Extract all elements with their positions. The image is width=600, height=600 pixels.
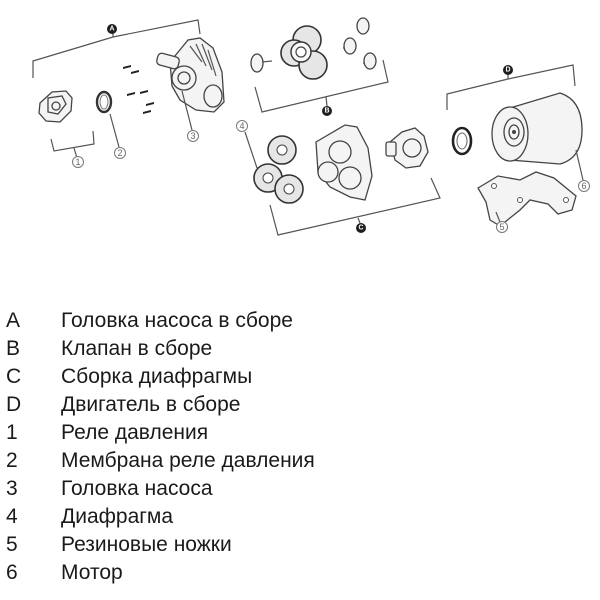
callout-3	[188, 131, 199, 142]
bearing-part	[453, 128, 471, 154]
legend-label: Диафрагма	[61, 505, 174, 528]
pressure-switch-part	[39, 91, 94, 158]
group-b-badge: B	[324, 107, 330, 115]
legend-key: C	[6, 365, 22, 388]
svg-text:3: 3	[190, 131, 196, 141]
legend-key: B	[6, 337, 21, 360]
legend-key: 3	[6, 477, 18, 500]
legend-key: 4	[6, 505, 18, 528]
legend-item	[6, 419, 566, 447]
legend-item	[6, 503, 566, 531]
exploded-pump-diagram	[0, 0, 600, 290]
rubber-feet-part	[478, 172, 576, 226]
callout-6	[579, 181, 590, 192]
legend-label: Мотор	[61, 561, 123, 584]
svg-text:6: 6	[581, 181, 587, 191]
legend-item	[6, 531, 566, 559]
group-d-badge: D	[505, 66, 511, 74]
legend-item	[6, 475, 566, 503]
group-c-badge: C	[358, 224, 364, 232]
legend-item	[6, 363, 566, 391]
callout-5	[497, 222, 508, 233]
legend-label: Резиновые ножки	[61, 533, 232, 556]
group-a-badge: A	[109, 25, 115, 33]
legend-item	[6, 307, 566, 335]
legend-item	[6, 559, 566, 587]
legend-key: D	[6, 393, 22, 416]
legend-label: Реле давления	[61, 421, 209, 444]
diaphragm-part	[245, 132, 303, 203]
svg-text:2: 2	[117, 148, 123, 158]
membrane-part	[97, 92, 119, 147]
legend-label: Головка насоса	[61, 477, 213, 500]
legend-key: 1	[6, 421, 18, 444]
legend-key: 5	[6, 533, 18, 556]
legend-item	[6, 391, 566, 419]
pump-head-part	[156, 38, 224, 130]
valve-assembly-part	[251, 18, 376, 79]
legend-label: Головка насоса в сборе	[61, 309, 293, 332]
legend-key: 2	[6, 449, 18, 472]
callout-1	[73, 157, 84, 168]
legend-item	[6, 447, 566, 475]
legend-label: Двигатель в сборе	[61, 393, 241, 416]
diaphragm-housing-part	[316, 125, 372, 200]
motor-part	[492, 93, 583, 180]
parts-legend	[6, 307, 566, 587]
legend-label: Мембрана реле давления	[61, 449, 315, 472]
legend-label: Сборка диафрагмы	[61, 365, 253, 388]
legend-label: Клапан в сборе	[61, 337, 213, 360]
legend-key: 6	[6, 561, 18, 584]
screws	[123, 65, 154, 114]
svg-text:5: 5	[499, 222, 505, 232]
legend-item	[6, 335, 566, 363]
legend-key: A	[6, 309, 21, 332]
callout-2	[115, 148, 126, 159]
svg-text:4: 4	[239, 121, 245, 131]
cam-bearing-part	[386, 128, 428, 168]
svg-text:1: 1	[75, 157, 81, 167]
callout-4	[237, 121, 248, 132]
